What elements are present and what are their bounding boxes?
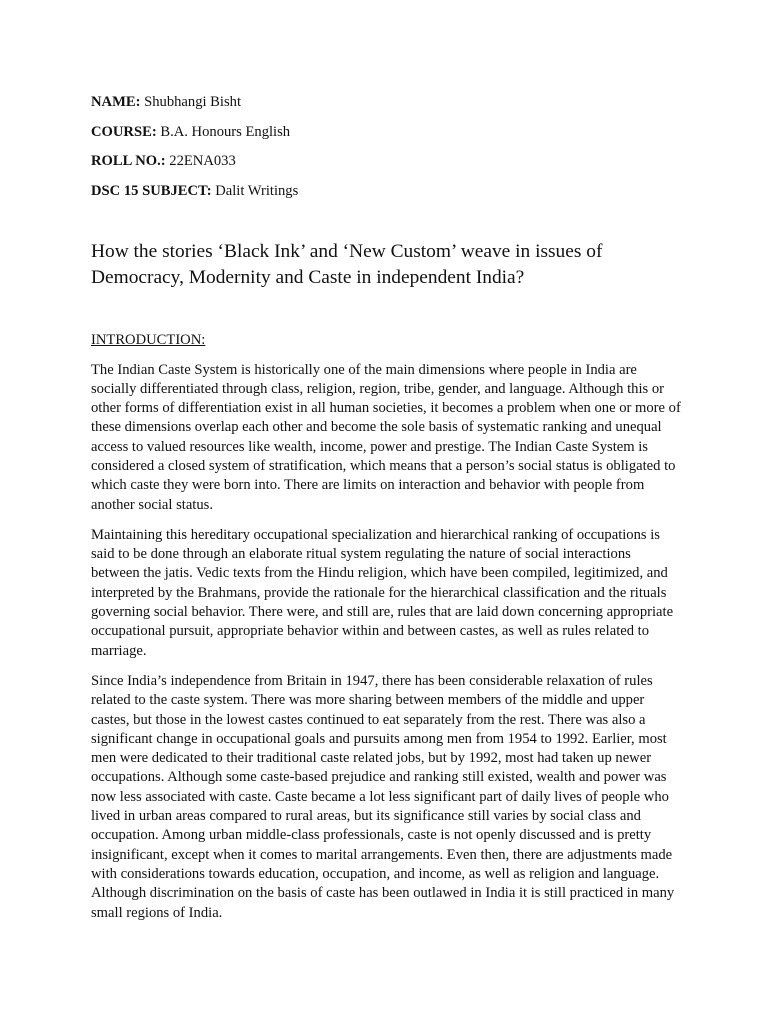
document-title: How the stories ‘Black Ink’ and ‘New Custom’ weave in issues of Democracy, Modernity and Caste in independent India? bbox=[91, 240, 603, 288]
course-label: COURSE: bbox=[91, 123, 157, 140]
introduction-paragraph-3: Since India’s independence from Britain in 1947, there has been considerable relaxation of rules related to the caste system. There was more sharing between members of the middle and upper castes, but those in the lowest castes continued to eat separately from the rest. There was also a significant change in occupational goals and pursuits among men from 1954 to 1992. Earlier, most men were dedicated to their traditional caste related jobs, but by 1992, most had taken up newer occupations. Although some caste-based prejudice and ranking still existed, wealth and power was now less associated with caste. Caste became a lot less significant part of daily lives of people who lived in urban areas compared to rural areas, but its significance still varies by social class and occupation. Among urban middle-class professionals, caste is not openly discussed and is pretty insignificant, except when it comes to marital arrangements. Even then, there are adjustments made with considerations towards education, occupation, and income, as well as religion and language. Although discrimination on the basis of caste has been outlawed in India it is still practiced in many small regions of India. bbox=[91, 672, 675, 921]
course-value: B.A. Honours English bbox=[160, 123, 291, 140]
roll-number-label: ROLL NO.: bbox=[91, 153, 166, 169]
introduction-heading: INTRODUCTION: bbox=[91, 331, 206, 348]
document-page bbox=[91, 92, 681, 923]
introduction-paragraph-2: Maintaining this hereditary occupational specialization and hierarchical ranking of occupations is said to be done through an elaborate ritual system regulating the nature of social interactions between the jatis. Vedic texts from the Hindu religion, which have been compiled, legitimized, and interpreted by the Brahmans, provide the rationale for the hierarchical classification and the rituals governing social behavior. There were, and still are, rules that are laid down concerning appropriate occupational pursuit, appropriate behavior within and between castes, as well as rules related to marriage. bbox=[91, 526, 674, 659]
introduction-paragraph-1: The Indian Caste System is historically one of the main dimensions where people in India are socially differentiated through class, religion, region, tribe, gender, and language. Although this or other forms of differentiation exist in all human societies, it becomes a problem when one or more of these dimensions overlap each other and become the sole basis of systematic ranking and unequal access to valued resources like wealth, income, power and prestige. The Indian Caste System is considered a closed system of stratification, which means that a person’s social status is obligated to which caste they were born into. There are limits on interaction and behavior with people from another social status. bbox=[91, 361, 681, 513]
subject-value: Dalit Writings bbox=[215, 182, 299, 199]
course-line bbox=[91, 122, 681, 142]
name-value: Shubhangi Bisht bbox=[144, 94, 242, 110]
roll-number-value: 22ENA033 bbox=[169, 153, 236, 169]
roll-number-line bbox=[91, 151, 681, 171]
name-line bbox=[91, 92, 681, 112]
subject-line bbox=[91, 181, 681, 201]
name-label: NAME: bbox=[91, 94, 141, 110]
subject-label: DSC 15 SUBJECT: bbox=[91, 182, 212, 199]
